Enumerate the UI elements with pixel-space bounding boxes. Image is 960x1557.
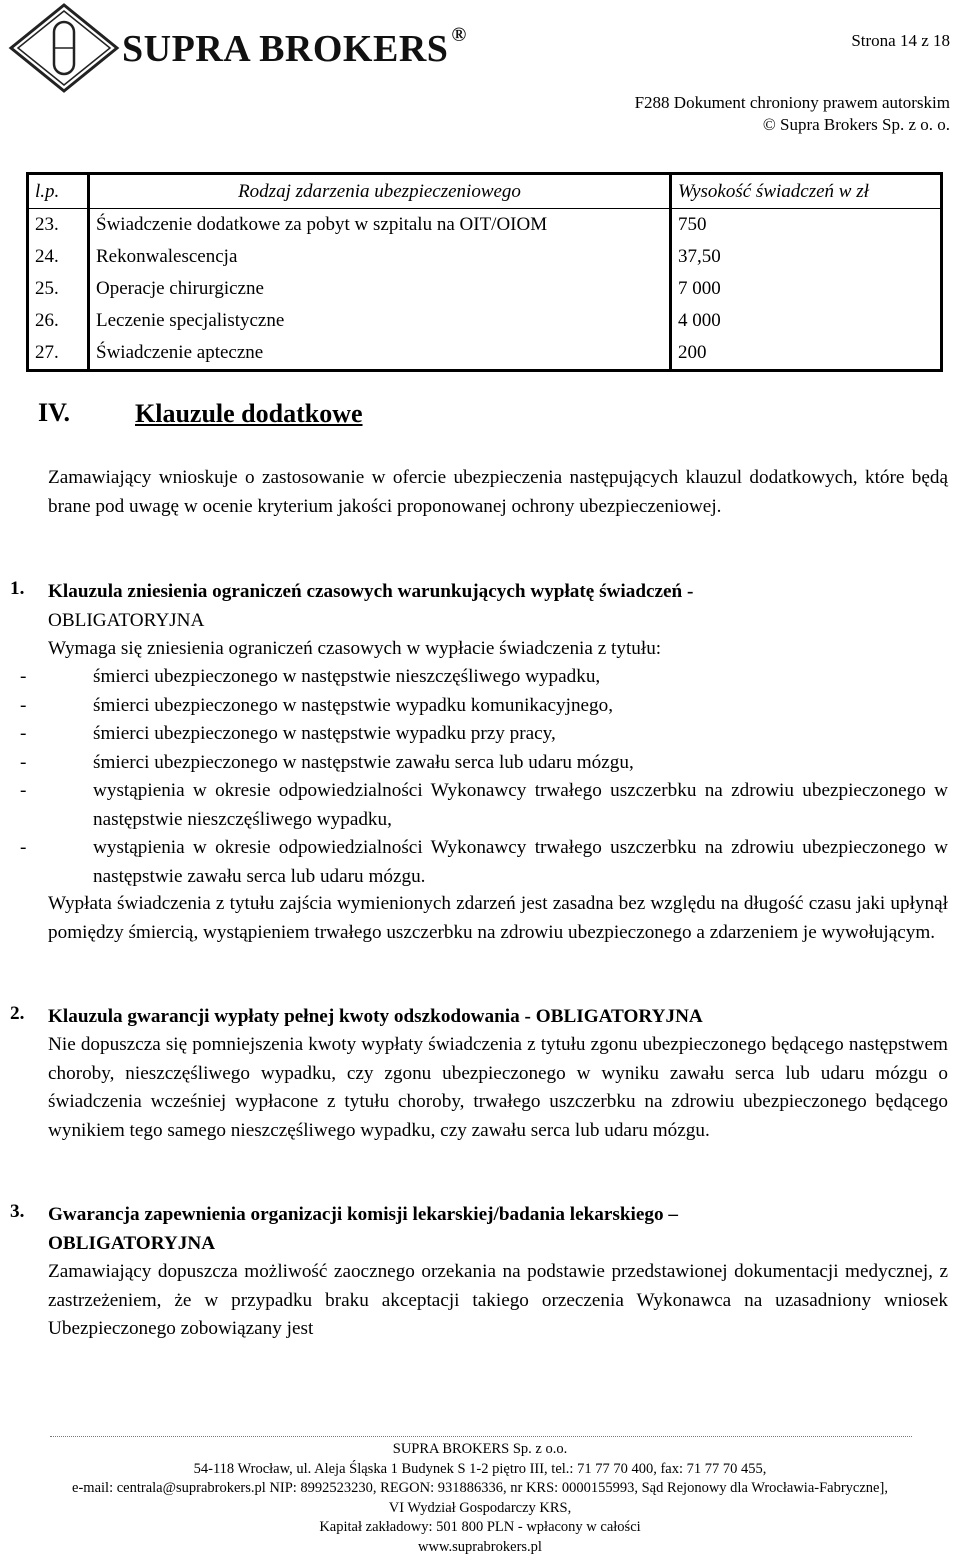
row-amount: 4 000: [671, 305, 942, 337]
clause-1-number: 1.: [10, 578, 24, 600]
footer-company: SUPRA BROKERS Sp. z o.o.: [0, 1440, 960, 1460]
table-header-row: [28, 174, 942, 209]
header-event-type: Rodzaj zdarzenia ubezpieczeniowego: [89, 174, 671, 209]
clause-2-body: Nie dopuszcza się pomniejszenia kwoty wypłaty świadczenia z tytułu zgonu ubezpieczonego będącego następstwem choroby, nieszczęśliwego wypadku, czy zgonu ubezpieczonego w wyniku zawału serca lub udaru mózgu o świadczenia wcześniej wypłacone z tytułu choroby, trwałego uszczerbku na zdrowiu ubezpieczonego będącego wynikiem tego samego nieszczęśliwego wypadku, czy zawału serca lub udaru mózgu.: [48, 1031, 948, 1145]
footer-website[interactable]: www.suprabrokers.pl: [0, 1538, 960, 1557]
row-event: Rekonwalescencja: [89, 241, 671, 273]
footer-address: 54-118 Wrocław, ul. Aleja Śląska 1 Budynek S 1-2 piętro III, tel.: 71 77 70 400, fax: 71 77 70 455,: [0, 1460, 960, 1480]
clause-3-body: Zamawiający dopuszcza możliwość zaocznego orzekania na podstawie przedstawionej dokumentacji medycznej, z zastrzeżeniem, że w przypadku braku akceptacji takiego orzeczenia Wykonawca na uzasadniony wniosek Ubezpieczonego zobowiązany jest: [48, 1258, 948, 1344]
header-lp: l.p.: [28, 174, 89, 209]
list-item: - śmierci ubezpieczonego w następstwie wypadku komunikacyjnego,: [20, 692, 948, 721]
clause-1-obligatory: OBLIGATORYJNA: [48, 610, 204, 631]
clause-3-title: Gwarancja zapewnienia organizacji komisji lekarskiej/badania lekarskiego – OBLIGATORYJNA: [48, 1201, 948, 1258]
list-item: - wystąpienia w okresie odpowiedzialności Wykonawcy trwałego uszczerbku na zdrowiu ubezpieczonego w następstwie nieszczęśliwego wypadku,: [20, 777, 948, 834]
row-amount: 750: [671, 209, 942, 242]
table-row: [28, 305, 942, 337]
header-benefit-amount: Wysokość świadczeń w zł: [671, 174, 942, 209]
benefits-table: [26, 172, 943, 372]
table-row: [28, 273, 942, 305]
clause-2-number: 2.: [10, 1003, 24, 1025]
clause-3-number: 3.: [10, 1201, 24, 1223]
row-lp: 25.: [28, 273, 89, 305]
copyright-line: © Supra Brokers Sp. z o. o.: [763, 115, 950, 135]
section-intro: Zamawiający wnioskuje o zastosowanie w ofercie ubezpieczenia następujących klauzul dodatkowych, które będą brane pod uwagę w ocenie kryterium jakości proponowanej ochrony ubezpieczeniowej.: [48, 464, 948, 521]
clause-3-obligatory: OBLIGATORYJNA: [48, 1233, 215, 1254]
row-event: Świadczenie dodatkowe za pobyt w szpitalu na OIT/OIOM: [89, 209, 671, 242]
section-number: IV.: [38, 398, 70, 428]
row-lp: 27.: [28, 337, 89, 371]
row-lp: 26.: [28, 305, 89, 337]
table-row: [28, 241, 942, 273]
row-event: Świadczenie apteczne: [89, 337, 671, 371]
row-event: Operacje chirurgiczne: [89, 273, 671, 305]
list-item: - wystąpienia w okresie odpowiedzialności Wykonawcy trwałego uszczerbku na zdrowiu ubezpieczonego w następstwie zawału serca lub udaru mózgu.: [20, 834, 948, 891]
footer: [0, 1440, 960, 1557]
row-event: Leczenie specjalistyczne: [89, 305, 671, 337]
clause-2-title: Klauzula gwarancji wypłaty pełnej kwoty odszkodowania - OBLIGATORYJNA: [48, 1003, 948, 1032]
clause-1-title: Klauzula zniesienia ograniczeń czasowych warunkujących wypłatę świadczeń - OBLIGATORYJNA: [48, 578, 948, 635]
row-amount: 200: [671, 337, 942, 371]
page-number: Strona 14 z 18: [851, 31, 950, 51]
list-item: - śmierci ubezpieczonego w następstwie nieszczęśliwego wypadku,: [20, 663, 948, 692]
footer-court: VI Wydział Gospodarczy KRS,: [0, 1499, 960, 1519]
row-lp: 24.: [28, 241, 89, 273]
clause-1-list: [20, 663, 948, 891]
brand-name: SUPRA BROKERS ®: [122, 24, 467, 71]
clause-1-lead: Wymaga się zniesienia ograniczeń czasowych w wypłacie świadczenia z tytułu:: [48, 635, 948, 664]
footer-capital: Kapitał zakładowy: 501 800 PLN - wpłacony w całości: [0, 1518, 960, 1538]
footer-registry: e-mail: centrala@suprabrokers.pl NIP: 8992523230, REGON: 931886336, nr KRS: 0000155993, Sąd Rejonowy dla Wrocławia-Fabryczne],: [0, 1479, 960, 1499]
footer-divider: [50, 1436, 912, 1437]
registered-mark: ®: [451, 24, 466, 46]
table-row: [28, 337, 942, 371]
row-lp: 23.: [28, 209, 89, 242]
clause-1-closing: Wypłata świadczenia z tytułu zajścia wymienionych zdarzeń jest zasadna bez względu na długość czasu jaki upłynął pomiędzy śmiercią, wystąpieniem trwałego uszczerbku na zdrowiu ubezpieczonego a zdarzeniem je wywołującym.: [48, 890, 948, 947]
section-title: Klauzule dodatkowe: [135, 399, 363, 429]
list-item: - śmierci ubezpieczonego w następstwie zawału serca lub udaru mózgu,: [20, 749, 948, 778]
list-item: - śmierci ubezpieczonego w następstwie wypadku przy pracy,: [20, 720, 948, 749]
row-amount: 7 000: [671, 273, 942, 305]
logo-diamond-icon: [8, 2, 120, 94]
document-code: F288 Dokument chroniony prawem autorskim: [635, 93, 950, 113]
table-row: [28, 209, 942, 242]
row-amount: 37,50: [671, 241, 942, 273]
